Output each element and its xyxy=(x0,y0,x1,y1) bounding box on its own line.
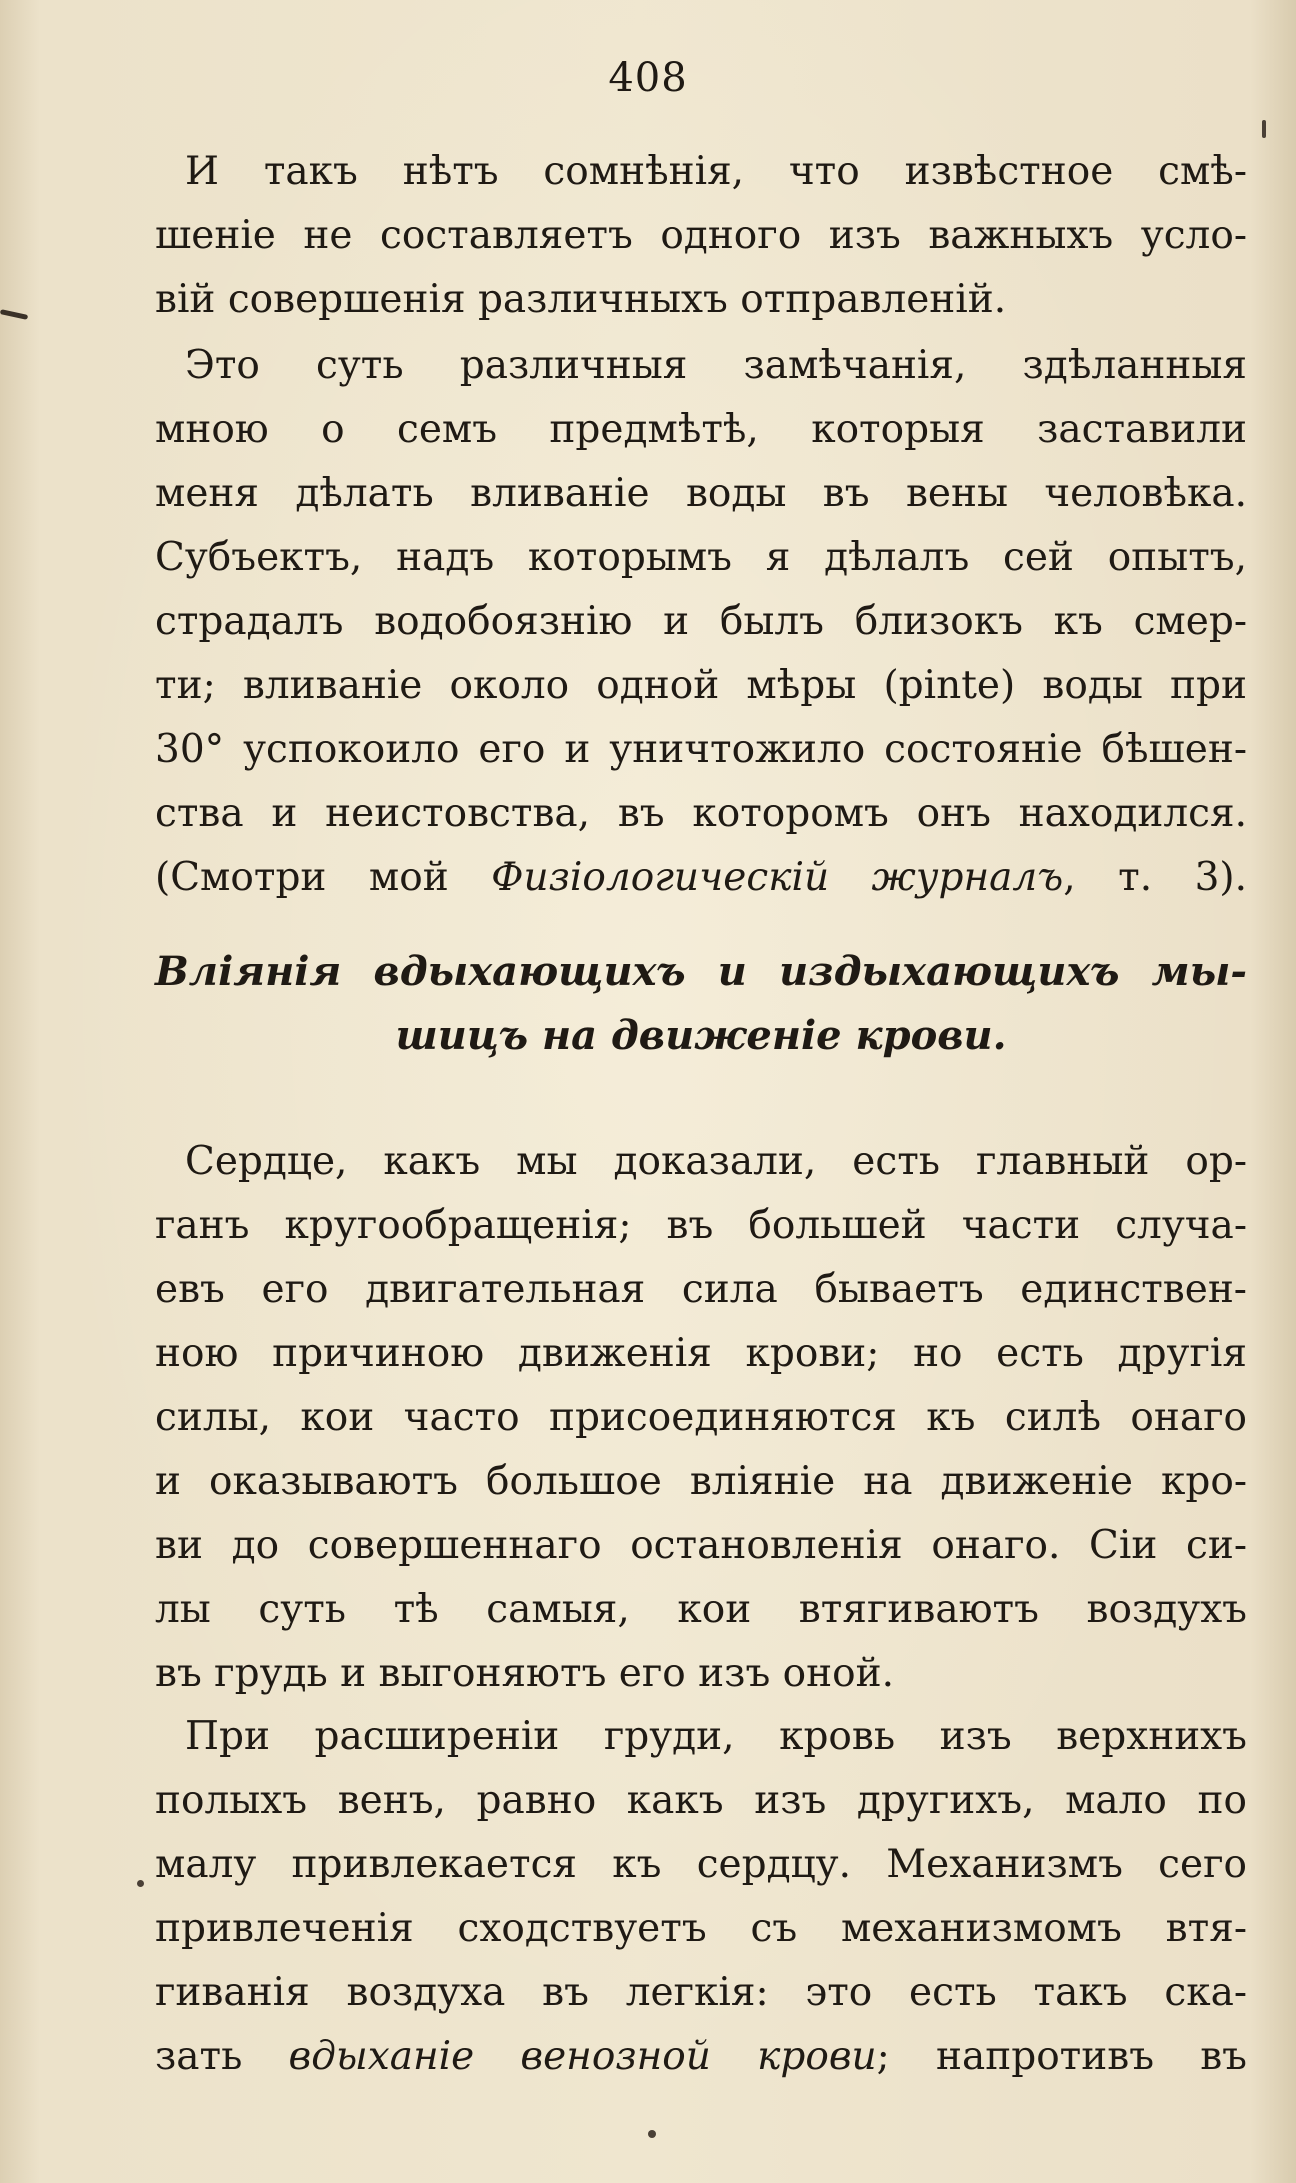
text-line: силы, кои часто присоединяются къ силѣ онаго xyxy=(155,1395,1247,1440)
text-line: вій совершенія различныхъ отправленій. xyxy=(155,277,1007,322)
paragraph-1 xyxy=(155,140,1247,332)
text-line: шеніе не составляетъ одного изъ важныхъ усло- xyxy=(155,213,1247,258)
text-line: малу привлекается къ сердцу. Механизмъ сего xyxy=(155,1842,1247,1887)
paper-speck xyxy=(1262,120,1266,138)
text-line: лы суть тѣ самыя, кои втягиваютъ воздухъ xyxy=(155,1587,1247,1632)
text-line: страдалъ водобоязнію и былъ близокъ къ смер- xyxy=(155,599,1247,644)
citation-suffix: , т. 3). xyxy=(1063,855,1247,900)
page-number: 408 xyxy=(608,55,688,101)
text-line: 30° успокоило его и уничтожило состояніе бѣшен- xyxy=(155,727,1247,772)
text-line: мною о семъ предмѣтѣ, которыя заставили xyxy=(155,407,1247,452)
text-line: гиванія воздуха въ легкія: это есть такъ ска- xyxy=(155,1970,1247,2015)
margin-ink-mark xyxy=(0,309,28,320)
text-line: Субъектъ, надъ которымъ я дѣлалъ сей опытъ, xyxy=(155,535,1247,580)
text-line: Сердце, какъ мы доказали, есть главный ор- xyxy=(185,1139,1247,1184)
text-line: въ грудь и выгоняютъ его изъ оной. xyxy=(155,1651,895,1696)
text-line: привлеченія сходствуетъ съ механизмомъ втя- xyxy=(155,1906,1247,1951)
journal-title: Физiологическiй журналъ xyxy=(491,855,1064,900)
text-line: евъ его двигательная сила бываетъ единствен- xyxy=(155,1267,1247,1312)
paper-speck xyxy=(137,1880,144,1887)
text-line: ства и неистовства, въ которомъ онъ находился. xyxy=(155,791,1247,836)
line-prefix: зать xyxy=(155,2034,289,2079)
line-suffix: ; напротивъ въ xyxy=(876,2034,1247,2079)
text-line: ною причиною движенія крови; но есть другія xyxy=(155,1331,1247,1376)
paragraph-3 xyxy=(155,1130,1247,1706)
text-line-with-citation xyxy=(155,846,1247,910)
text-line: При расширеніи груди, кровь изъ верхнихъ xyxy=(185,1714,1247,1759)
paragraph-2 xyxy=(155,334,1247,910)
emphasized-phrase: вдыханіе венозной крови xyxy=(288,2034,877,2079)
paper-speck xyxy=(648,2130,656,2138)
text-line: меня дѣлать вливаніе воды въ вены человѣка. xyxy=(155,471,1247,516)
text-line: ви до совершеннаго остановленія онаго. Сіи си- xyxy=(155,1523,1247,1568)
text-line: и оказываютъ большое вліяніе на движеніе кро- xyxy=(155,1459,1247,1504)
text-line: И такъ нѣтъ сомнѣнія, что извѣстное смѣ- xyxy=(185,149,1247,194)
heading-line: шицъ на движенiе крови. xyxy=(395,1012,1007,1059)
text-line: полыхъ венъ, равно какъ изъ другихъ, мало по xyxy=(155,1778,1247,1823)
text-line: Это суть различныя замѣчанія, здѣланныя xyxy=(185,343,1247,388)
text-line-with-emphasis xyxy=(155,2025,1247,2089)
paragraph-4 xyxy=(155,1705,1247,2089)
section-heading xyxy=(155,940,1247,1068)
text-line: ти; вливаніе около одной мѣры (pinte) воды при xyxy=(155,663,1247,708)
text-line: ганъ кругообращенія; въ большей части случа- xyxy=(155,1203,1247,1248)
heading-line: Влiянiя вдыхающихъ и издыхающихъ мы- xyxy=(155,948,1247,995)
citation-prefix: (Смотри мой xyxy=(155,855,492,900)
